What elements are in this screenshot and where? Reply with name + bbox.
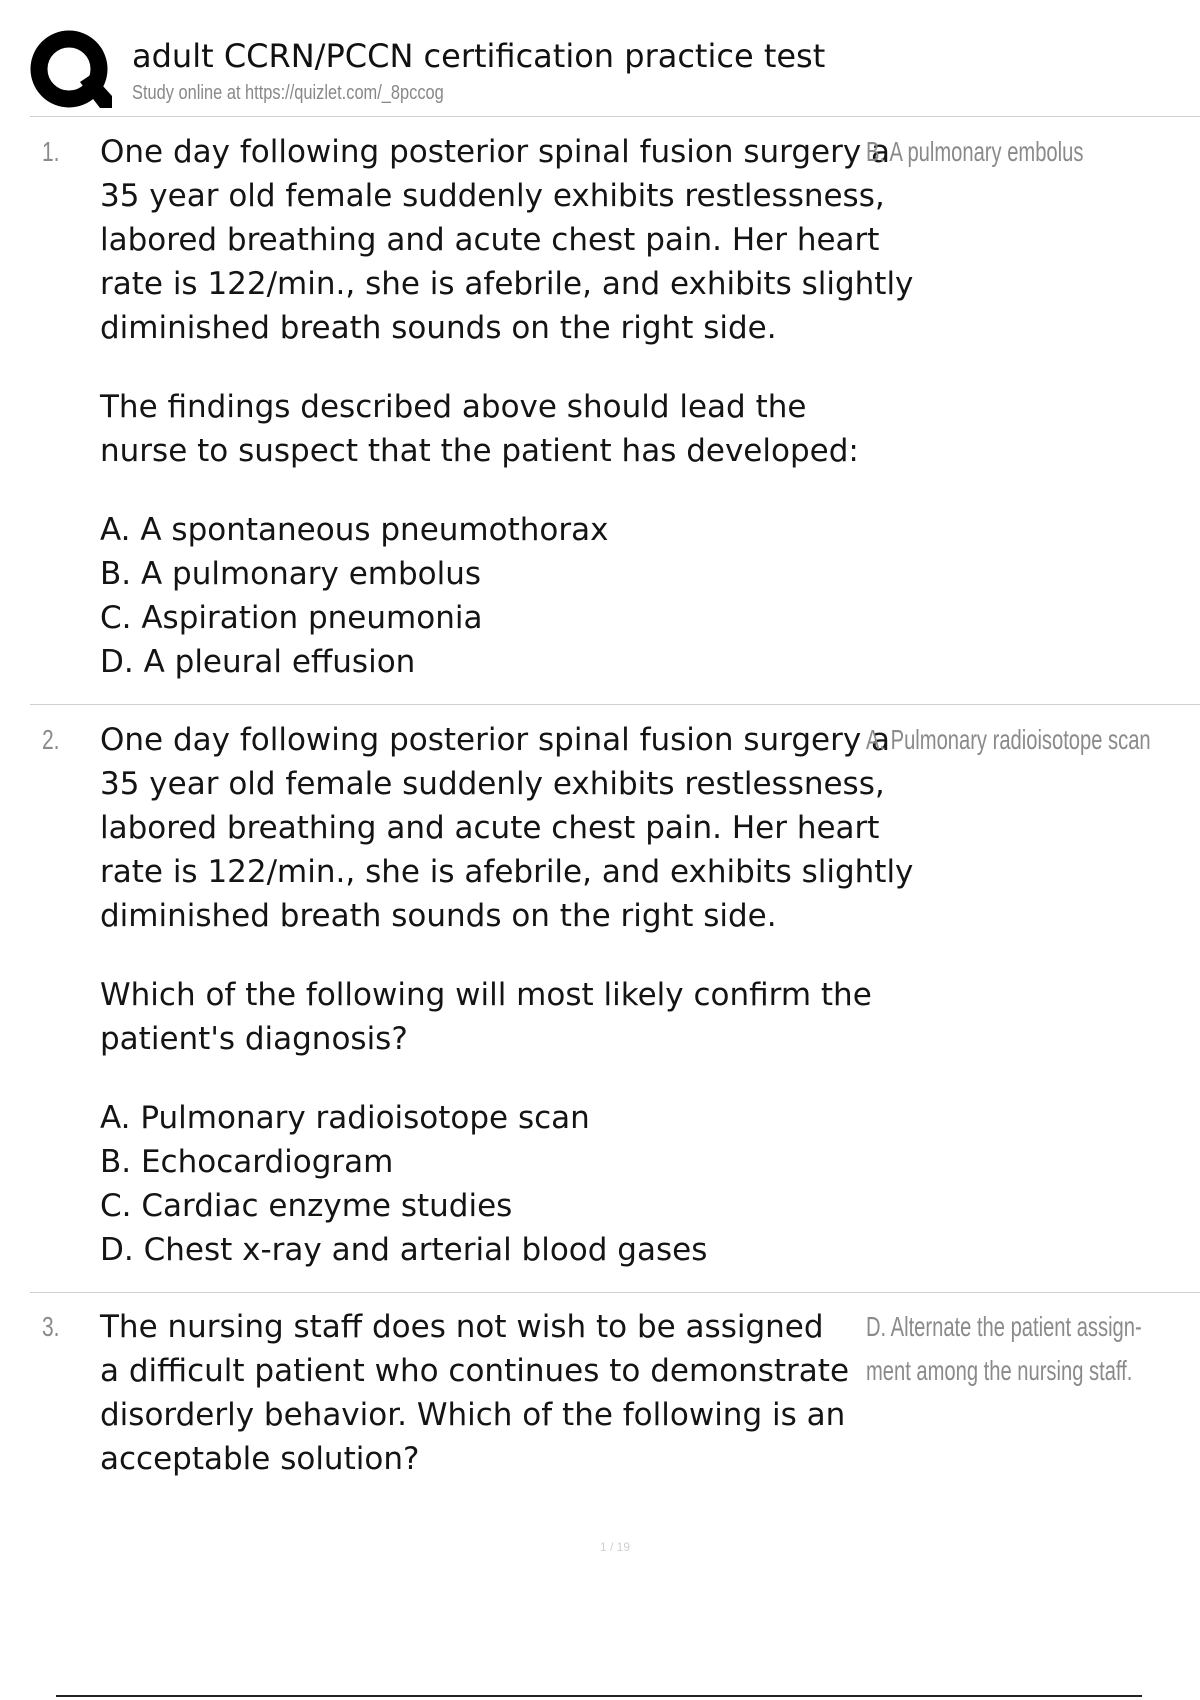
answer-option: B. A pulmonary embolus [100,556,482,592]
stem-line: The nursing staff does not wish to be assigned [100,1309,824,1345]
correct-answer [866,1305,1142,1393]
stem-line: disorderly behavior. Which of the following is an [100,1397,846,1433]
study-online-link[interactable]: Study online at https://quizlet.com/_8pccog [132,82,444,104]
stem-line: One day following posterior spinal fusion surgery a [100,134,891,170]
question-text [100,718,914,1272]
page-number: 1 / 19 [600,1540,631,1554]
answer-option: B. Echocardiogram [100,1144,394,1180]
question-number: 1. [42,136,60,167]
stem-line: diminished breath sounds on the right side. [100,310,777,346]
answer-line: ment among the nursing staff. [866,1355,1133,1386]
quizlet-logo-icon [30,30,112,112]
page-bottom-rule [56,1695,1142,1697]
answer-line: A. Pulmonary radioisotope scan [866,724,1151,755]
stem-line: 35 year old female suddenly exhibits restlessness, [100,178,885,214]
correct-answer [866,718,1151,762]
correct-answer [866,130,1083,174]
stem-line: diminished breath sounds on the right side. [100,898,777,934]
document-header [30,30,1200,116]
question-line: The findings described above should lead the [100,389,807,425]
answer-line: D. Alternate the patient assign- [866,1311,1142,1342]
question-line: Which of the following will most likely confirm the [100,977,872,1013]
divider [30,116,1200,117]
question-number: 3. [42,1311,60,1342]
stem-line: One day following posterior spinal fusion surgery a [100,722,891,758]
stem-line: 35 year old female suddenly exhibits restlessness, [100,766,885,802]
stem-line: rate is 122/min., she is afebrile, and exhibits slightly [100,854,914,890]
question-number: 2. [42,724,60,755]
divider [30,1292,1200,1293]
document-title: adult CCRN/PCCN certification practice test [132,37,826,75]
answer-option: A. A spontaneous pneumothorax [100,512,609,548]
stem-line: acceptable solution? [100,1441,420,1477]
answer-option: C. Cardiac enzyme studies [100,1188,513,1224]
stem-line: labored breathing and acute chest pain. Her heart [100,810,880,846]
divider [30,704,1200,705]
stem-line: labored breathing and acute chest pain. Her heart [100,222,880,258]
stem-line: rate is 122/min., she is afebrile, and exhibits slightly [100,266,914,302]
question-text [100,130,914,684]
question-line: patient's diagnosis? [100,1021,408,1057]
answer-line: B. A pulmonary embolus [866,136,1084,167]
answer-option: A. Pulmonary radioisotope scan [100,1100,590,1136]
answer-option: D. Chest x-ray and arterial blood gases [100,1232,708,1268]
question-line: nurse to suspect that the patient has developed: [100,433,859,469]
answer-option: C. Aspiration pneumonia [100,600,483,636]
stem-line: a difficult patient who continues to demonstrate [100,1353,850,1389]
question-text [100,1305,900,1481]
answer-option: D. A pleural effusion [100,644,416,680]
